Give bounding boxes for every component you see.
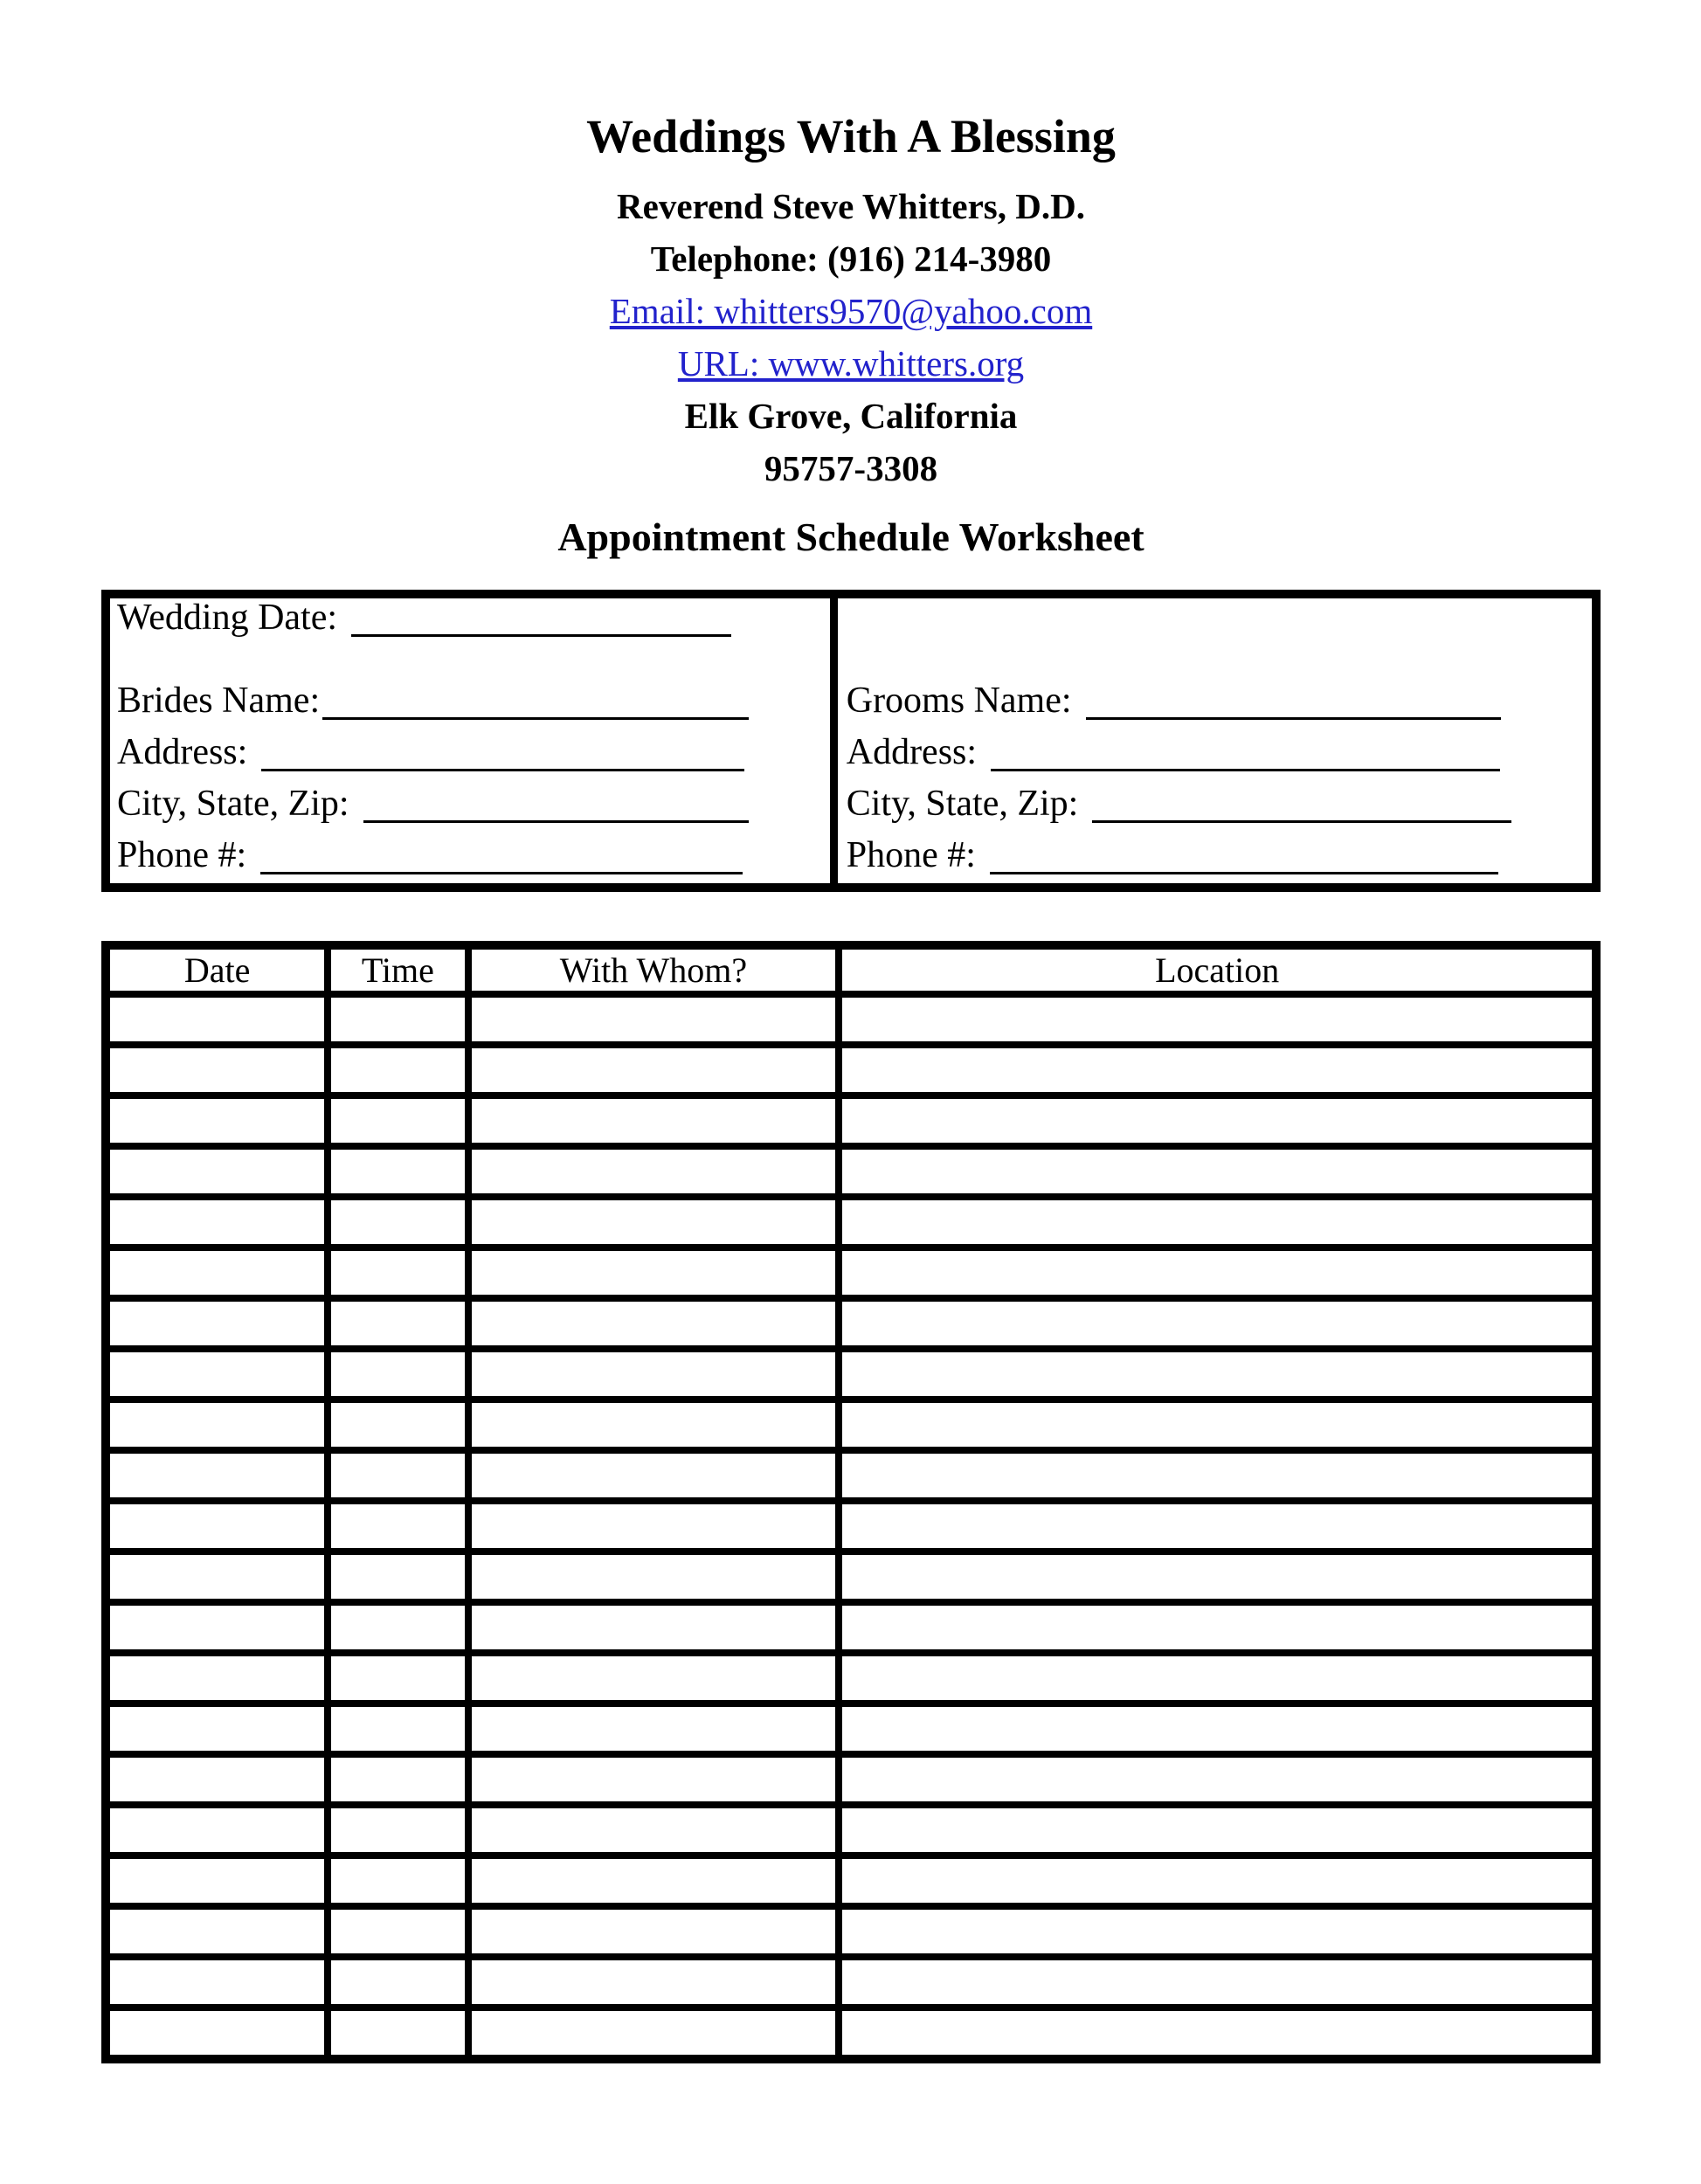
bride-city-state-zip-label: City, State, Zip: <box>117 783 349 824</box>
brides-name-row <box>117 668 830 720</box>
groom-column <box>838 598 1592 883</box>
table-cell[interactable] <box>328 994 467 1045</box>
table-cell[interactable] <box>839 1248 1596 1298</box>
column-header-location: Location <box>839 945 1596 994</box>
table-cell[interactable] <box>106 1906 328 1957</box>
column-header-with-whom: With Whom? <box>468 945 840 994</box>
table-cell[interactable] <box>328 1400 467 1450</box>
table-cell[interactable] <box>468 1957 840 2008</box>
table-row <box>106 2008 1596 2059</box>
page-content <box>101 0 1601 2063</box>
wedding-date-field[interactable] <box>351 632 731 637</box>
table-row <box>106 1400 1596 1450</box>
brides-name-field[interactable] <box>322 715 749 720</box>
table-cell[interactable] <box>328 1450 467 1501</box>
table-cell[interactable] <box>106 1400 328 1450</box>
table-cell[interactable] <box>106 1704 328 1754</box>
table-row <box>106 1095 1596 1146</box>
table-row <box>106 1450 1596 1501</box>
couple-info-box <box>101 590 1601 892</box>
table-cell[interactable] <box>468 1045 840 1095</box>
table-cell[interactable] <box>328 1501 467 1552</box>
bride-phone-label: Phone #: <box>117 834 247 875</box>
zip-code: 95757-3308 <box>764 448 938 488</box>
table-row <box>106 1704 1596 1754</box>
table-cell[interactable] <box>106 1856 328 1906</box>
table-row <box>106 994 1596 1045</box>
spacer <box>117 637 830 668</box>
schedule-table-header-row <box>106 945 1596 994</box>
table-cell[interactable] <box>839 1552 1596 1602</box>
table-cell[interactable] <box>106 1602 328 1653</box>
table-cell[interactable] <box>839 2008 1596 2059</box>
column-header-time: Time <box>328 945 467 994</box>
officiant-name: Reverend Steve Whitters, D.D. <box>617 186 1085 226</box>
table-cell[interactable] <box>328 1298 467 1349</box>
table-cell[interactable] <box>106 994 328 1045</box>
table-cell[interactable] <box>106 1805 328 1856</box>
table-cell[interactable] <box>328 1248 467 1298</box>
table-cell[interactable] <box>468 1856 840 1906</box>
table-cell[interactable] <box>839 1501 1596 1552</box>
url-link[interactable]: URL: www.whitters.org <box>677 343 1025 384</box>
table-cell[interactable] <box>468 1906 840 1957</box>
spacer <box>847 637 1592 668</box>
table-cell[interactable] <box>106 1146 328 1197</box>
table-cell[interactable] <box>839 1045 1596 1095</box>
table-cell[interactable] <box>468 994 840 1045</box>
table-cell[interactable] <box>328 1552 467 1602</box>
table-row <box>106 1754 1596 1805</box>
table-cell[interactable] <box>106 1197 328 1248</box>
table-cell[interactable] <box>328 1856 467 1906</box>
table-cell[interactable] <box>468 1602 840 1653</box>
table-cell[interactable] <box>839 1856 1596 1906</box>
table-cell[interactable] <box>328 1653 467 1704</box>
table-cell[interactable] <box>106 1298 328 1349</box>
table-cell[interactable] <box>839 1805 1596 1856</box>
table-cell[interactable] <box>106 1552 328 1602</box>
table-cell[interactable] <box>106 1045 328 1095</box>
email-link[interactable]: Email: whitters9570@yahoo.com <box>609 291 1093 331</box>
schedule-table <box>101 941 1601 2063</box>
table-cell[interactable] <box>328 1095 467 1146</box>
table-cell[interactable] <box>839 1400 1596 1450</box>
table-cell[interactable] <box>328 1146 467 1197</box>
wedding-date-row <box>117 598 830 637</box>
table-cell[interactable] <box>839 1602 1596 1653</box>
table-cell[interactable] <box>328 2008 467 2059</box>
table-cell[interactable] <box>839 1095 1596 1146</box>
table-cell[interactable] <box>106 1095 328 1146</box>
table-row <box>106 1248 1596 1298</box>
table-cell[interactable] <box>468 1197 840 1248</box>
groom-city-state-zip-field[interactable] <box>1092 819 1511 823</box>
city-state: Elk Grove, California <box>684 396 1018 436</box>
groom-address-label: Address: <box>846 731 978 772</box>
table-cell[interactable] <box>839 1957 1596 2008</box>
table-cell[interactable] <box>468 1146 840 1197</box>
table-cell[interactable] <box>468 1501 840 1552</box>
table-row <box>106 1045 1596 1095</box>
table-cell[interactable] <box>468 1704 840 1754</box>
table-cell[interactable] <box>328 1906 467 1957</box>
table-row <box>106 1602 1596 1653</box>
table-cell[interactable] <box>468 1248 840 1298</box>
table-cell[interactable] <box>106 1957 328 2008</box>
table-cell[interactable] <box>328 1349 467 1400</box>
table-cell[interactable] <box>468 1298 840 1349</box>
bride-phone-field[interactable] <box>260 870 743 874</box>
table-cell[interactable] <box>839 1754 1596 1805</box>
table-row <box>106 1501 1596 1552</box>
table-cell[interactable] <box>839 1349 1596 1400</box>
table-row <box>106 1653 1596 1704</box>
table-cell[interactable] <box>328 1754 467 1805</box>
grooms-name-label: Grooms Name: <box>846 680 1072 721</box>
table-cell[interactable] <box>328 1957 467 2008</box>
table-cell[interactable] <box>106 1248 328 1298</box>
bride-address-label: Address: <box>117 731 248 772</box>
bride-column <box>110 598 838 883</box>
table-cell[interactable] <box>468 1095 840 1146</box>
table-row <box>106 1146 1596 1197</box>
table-cell[interactable] <box>106 1754 328 1805</box>
table-row <box>106 1906 1596 1957</box>
table-cell[interactable] <box>839 1298 1596 1349</box>
groom-phone-row <box>847 823 1592 874</box>
letterhead <box>101 105 1601 494</box>
table-row <box>106 1552 1596 1602</box>
table-cell[interactable] <box>328 1704 467 1754</box>
bride-city-state-zip-row <box>117 771 830 823</box>
table-cell[interactable] <box>468 1552 840 1602</box>
groom-address-field[interactable] <box>991 767 1500 771</box>
table-cell[interactable] <box>468 1400 840 1450</box>
brides-name-label: Brides Name: <box>117 680 321 721</box>
groom-phone-field[interactable] <box>990 870 1498 874</box>
business-name: Weddings With A Blessing <box>586 110 1116 162</box>
groom-phone-label: Phone #: <box>846 834 976 875</box>
table-row <box>106 1856 1596 1906</box>
table-cell[interactable] <box>468 1805 840 1856</box>
table-cell[interactable] <box>328 1197 467 1248</box>
table-cell[interactable] <box>468 1349 840 1400</box>
groom-city-state-zip-label: City, State, Zip: <box>846 783 1079 824</box>
bride-phone-row <box>117 823 830 874</box>
table-cell[interactable] <box>839 1906 1596 1957</box>
table-cell[interactable] <box>839 1197 1596 1248</box>
table-cell[interactable] <box>328 1045 467 1095</box>
table-cell[interactable] <box>106 1653 328 1704</box>
table-row <box>106 1197 1596 1248</box>
table-cell[interactable] <box>328 1805 467 1856</box>
groom-city-state-zip-row <box>847 771 1592 823</box>
table-cell[interactable] <box>839 994 1596 1045</box>
telephone: Telephone: (916) 214-3980 <box>650 238 1052 279</box>
table-cell[interactable] <box>468 2008 840 2059</box>
table-cell[interactable] <box>328 1602 467 1653</box>
table-cell[interactable] <box>106 1450 328 1501</box>
bride-address-row <box>117 720 830 771</box>
table-cell[interactable] <box>106 1501 328 1552</box>
table-cell[interactable] <box>468 1653 840 1704</box>
table-cell[interactable] <box>468 1450 840 1501</box>
column-header-date: Date <box>106 945 328 994</box>
table-cell[interactable] <box>839 1450 1596 1501</box>
grooms-name-row <box>847 668 1592 720</box>
table-row <box>106 1805 1596 1856</box>
table-row <box>106 1349 1596 1400</box>
bride-address-field[interactable] <box>261 767 743 771</box>
grooms-name-field[interactable] <box>1086 715 1501 720</box>
table-cell[interactable] <box>839 1146 1596 1197</box>
worksheet-title: Appointment Schedule Worksheet <box>557 515 1144 559</box>
table-cell[interactable] <box>106 2008 328 2059</box>
wedding-date-label: Wedding Date: <box>117 597 338 638</box>
table-cell[interactable] <box>468 1754 840 1805</box>
groom-address-row <box>847 720 1592 771</box>
table-row <box>106 1957 1596 2008</box>
bride-city-state-zip-field[interactable] <box>363 819 749 823</box>
table-cell[interactable] <box>106 1349 328 1400</box>
table-row <box>106 1298 1596 1349</box>
table-cell[interactable] <box>839 1704 1596 1754</box>
spacer <box>847 598 1592 637</box>
table-cell[interactable] <box>839 1653 1596 1704</box>
schedule-table-body <box>106 994 1596 2059</box>
